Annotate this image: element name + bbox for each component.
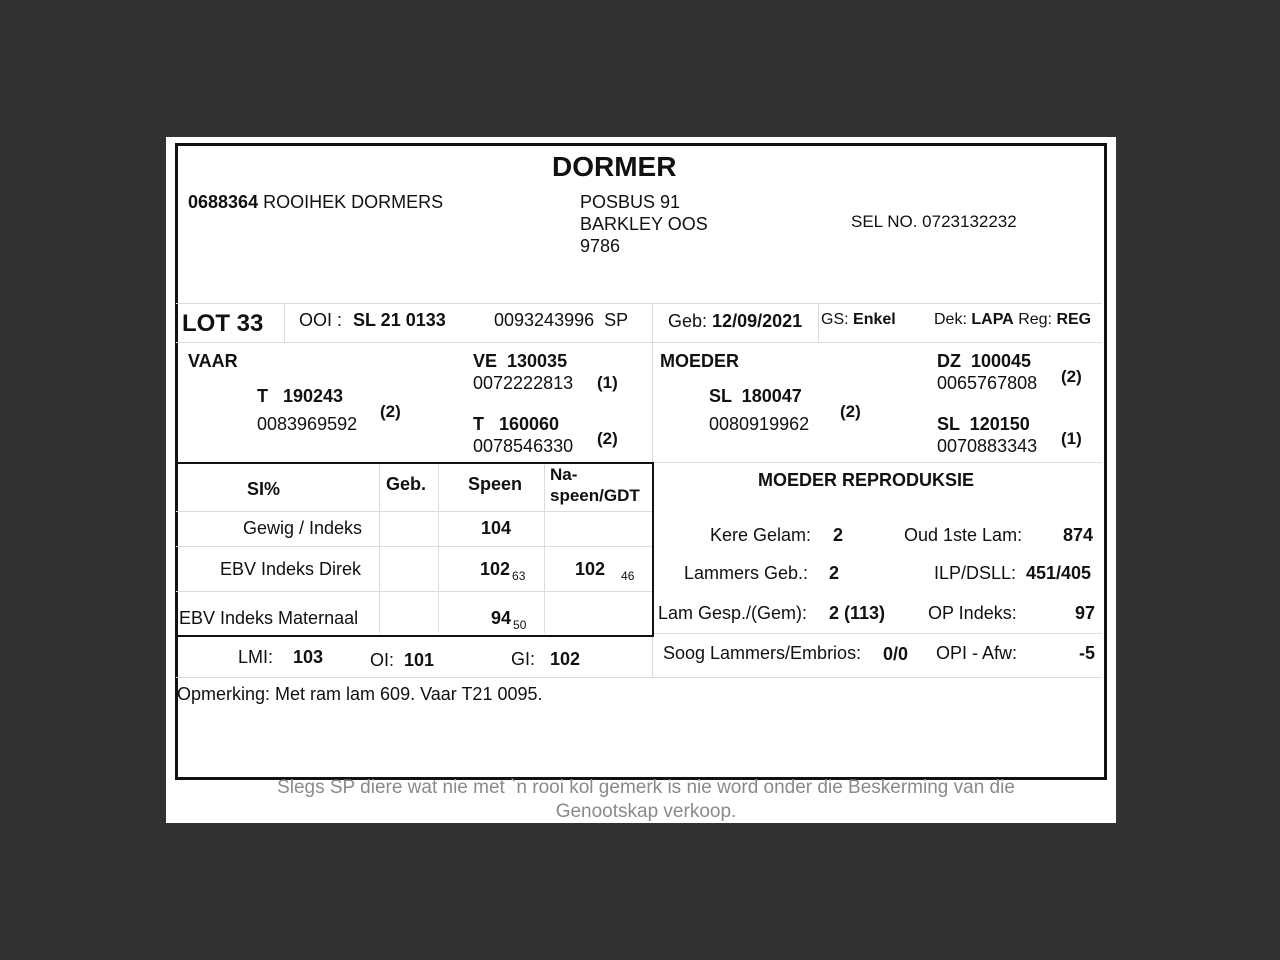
- birth-date-label: Geb:: [668, 311, 708, 331]
- lot-number: LOT 33: [182, 310, 264, 337]
- moeder-id: 0080919962: [709, 414, 810, 434]
- footnote-line-2: Genootskap verkoop.: [555, 801, 737, 822]
- opi-afw-value: -5: [1079, 643, 1096, 663]
- opi-afw-label: OPI - Afw:: [936, 643, 1018, 663]
- direk-speen-value: 102: [480, 559, 511, 579]
- op-indeks-value: 97: [1075, 603, 1096, 623]
- moeder-mother-count: (1): [1061, 429, 1082, 448]
- address-line-3: 9786: [580, 236, 621, 256]
- oi-value: 101: [404, 650, 435, 670]
- row-label-ebv-maternaal: EBV Indeks Maternaal: [179, 608, 359, 628]
- divider: [818, 303, 819, 343]
- reg-label: Reg:: [1018, 311, 1052, 328]
- moeder-mother-code: SL 120150: [937, 414, 1030, 434]
- vaar-father-id: 0072222813: [473, 373, 574, 393]
- ooi-value: SL 21 0133: [353, 310, 446, 330]
- moeder-mother-id: 0070883343: [937, 436, 1038, 456]
- birth-status-value: Enkel: [853, 311, 896, 328]
- lmi-label: LMI:: [238, 647, 274, 667]
- row-label-gewig: Gewig / Indeks: [243, 518, 363, 538]
- birth-status: [821, 312, 896, 328]
- maternaal-speen-accuracy: 50: [513, 618, 527, 632]
- divider: [176, 677, 1102, 678]
- dek-value: LAPA: [971, 311, 1014, 328]
- birth-date: [668, 312, 802, 330]
- vaar-mother-count: (2): [597, 429, 618, 448]
- divider: [176, 303, 1102, 304]
- kere-gelam-value: 2: [833, 525, 844, 545]
- vaar-mother-id: 0078546330: [473, 436, 574, 456]
- direk-naspeen: [575, 559, 635, 583]
- moeder-count: (2): [840, 402, 861, 421]
- divider: [652, 462, 1102, 463]
- divider: [652, 633, 1102, 634]
- direk-naspeen-accuracy: 46: [621, 569, 635, 583]
- footnote: [166, 776, 1126, 824]
- lot-id-sp: 0093243996 SP: [494, 310, 629, 330]
- footnote-line-1: Slegs SP diere wat nie met `n rooi kol gemerk is nie word onder die Beskerming van die: [277, 777, 1015, 798]
- vaar-father-count: (1): [597, 373, 618, 392]
- moeder-father-code: DZ 100045: [937, 351, 1032, 371]
- si-header: SI%: [247, 479, 281, 499]
- breeder-info: [188, 193, 443, 211]
- op-indeks-label: OP Indeks:: [928, 603, 1017, 623]
- moeder-father-id: 0065767808: [937, 373, 1038, 393]
- oud-1ste-lam-value: 874: [1063, 525, 1094, 545]
- gi-label: GI:: [511, 649, 536, 669]
- soog-value: 0/0: [883, 644, 909, 664]
- moeder-reproduksie-title: MOEDER REPRODUKSIE: [758, 470, 975, 490]
- moeder-label: MOEDER: [660, 351, 740, 371]
- speen-header: Speen: [468, 474, 523, 494]
- lam-gesp-label: Lam Gesp./(Gem):: [658, 603, 808, 623]
- lmi-value: 103: [293, 647, 324, 667]
- breeder-name: ROOIHEK DORMERS: [263, 192, 444, 212]
- ooi-label: OOI :: [299, 310, 343, 330]
- naspeen-header-line2: speen/GDT: [550, 486, 640, 505]
- ilp-dsll-value: 451/405: [1026, 563, 1092, 583]
- breeder-number: 0688364: [188, 192, 259, 212]
- reg-value: REG: [1056, 311, 1092, 328]
- vaar-count: (2): [380, 402, 401, 421]
- lot-card: [166, 137, 1116, 823]
- ilp-dsll-label: ILP/DSLL:: [934, 563, 1017, 583]
- soog-label: Soog Lammers/Embrios:: [663, 643, 862, 663]
- moeder-code: SL 180047: [709, 386, 802, 406]
- naspeen-header-line1: Na-: [550, 465, 578, 484]
- maternaal-speen: [491, 608, 527, 632]
- lammers-geb-value: 2: [829, 563, 840, 583]
- vaar-mother-code: T 160060: [473, 414, 560, 434]
- divider: [176, 342, 1102, 343]
- oud-1ste-lam-label: Oud 1ste Lam:: [904, 525, 1023, 545]
- lam-gesp-value: 2 (113): [829, 603, 886, 623]
- opmerking: Opmerking: Met ram lam 609. Vaar T21 0095.: [177, 684, 543, 704]
- row-label-ebv-direk: EBV Indeks Direk: [220, 559, 362, 579]
- maternaal-speen-value: 94: [491, 608, 512, 628]
- vaar-code: T 190243: [257, 386, 344, 406]
- geb-header: Geb.: [386, 474, 427, 494]
- kere-gelam-label: Kere Gelam:: [710, 525, 812, 545]
- lammers-geb-label: Lammers Geb.:: [684, 563, 809, 583]
- direk-naspeen-value: 102: [575, 559, 606, 579]
- gi-value: 102: [550, 649, 581, 669]
- breed-title: DORMER: [552, 151, 677, 182]
- oi-label: OI:: [370, 650, 395, 670]
- divider: [284, 303, 285, 343]
- direk-speen-accuracy: 63: [512, 569, 526, 583]
- gewig-speen: 104: [481, 518, 512, 538]
- vaar-father-code: VE 130035: [473, 351, 568, 371]
- vaar-id: 0083969592: [257, 414, 358, 434]
- direk-speen: [480, 559, 526, 583]
- birth-status-label: GS:: [821, 311, 849, 328]
- address-line-1: POSBUS 91: [580, 192, 681, 212]
- moeder-father-count: (2): [1061, 367, 1082, 386]
- address-line-2: BARKLEY OOS: [580, 214, 708, 234]
- dek-reg: [934, 312, 1091, 328]
- vaar-label: VAAR: [188, 351, 238, 371]
- phone-number: SEL NO. 0723132232: [851, 212, 1017, 231]
- dek-label: Dek:: [934, 311, 967, 328]
- birth-date-value: 12/09/2021: [712, 311, 803, 331]
